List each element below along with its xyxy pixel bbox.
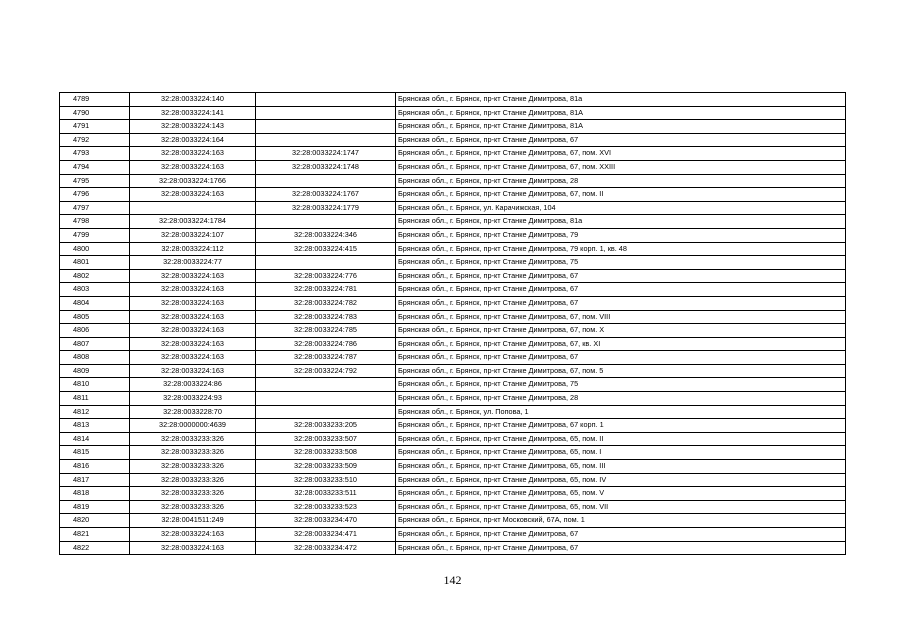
- address-cell: Брянская обл., г. Брянск, пр-кт Станке Димитрова, 75: [396, 256, 846, 270]
- cadastral-number-cell: [130, 201, 256, 215]
- room-cadastral-number-cell: 32:28:0033224:783: [256, 310, 396, 324]
- table-row: [60, 310, 846, 324]
- room-cadastral-number-cell: 32:28:0033233:508: [256, 446, 396, 460]
- row-number-cell: 4813: [60, 419, 130, 433]
- row-number-cell: 4799: [60, 228, 130, 242]
- row-number-cell: 4806: [60, 324, 130, 338]
- cadastral-number-cell: 32:28:0033224:163: [130, 324, 256, 338]
- room-cadastral-number-cell: [256, 405, 396, 419]
- page-number: 142: [443, 573, 462, 587]
- cadastral-number-cell: 32:28:0033224:112: [130, 242, 256, 256]
- table-row: [60, 296, 846, 310]
- room-cadastral-number-cell: [256, 215, 396, 229]
- room-cadastral-number-cell: 32:28:0033224:1747: [256, 147, 396, 161]
- address-cell: Брянская обл., г. Брянск, пр-кт Станке Димитрова, 79 корп. 1, кв. 48: [396, 242, 846, 256]
- table-row: [60, 215, 846, 229]
- address-cell: Брянская обл., г. Брянск, пр-кт Станке Димитрова, 65, пом. IV: [396, 473, 846, 487]
- room-cadastral-number-cell: 32:28:0033224:787: [256, 351, 396, 365]
- cadastral-number-cell: 32:28:0033224:77: [130, 256, 256, 270]
- table-row: [60, 120, 846, 134]
- cadastral-number-cell: 32:28:0033224:163: [130, 337, 256, 351]
- table-row: [60, 487, 846, 501]
- room-cadastral-number-cell: 32:28:0033224:1767: [256, 188, 396, 202]
- row-number-cell: 4822: [60, 541, 130, 555]
- address-cell: Брянская обл., г. Брянск, пр-кт Станке Димитрова, 67, пом. VIII: [396, 310, 846, 324]
- cadastral-number-cell: 32:28:0033233:326: [130, 500, 256, 514]
- room-cadastral-number-cell: [256, 93, 396, 107]
- address-cell: Брянская обл., г. Брянск, пр-кт Станке Димитрова, 67: [396, 296, 846, 310]
- room-cadastral-number-cell: 32:28:0033224:1779: [256, 201, 396, 215]
- table-row: [60, 269, 846, 283]
- cadastral-number-cell: 32:28:0033224:140: [130, 93, 256, 107]
- table-row: [60, 446, 846, 460]
- table-row: [60, 324, 846, 338]
- cadastral-number-cell: 32:28:0033224:163: [130, 283, 256, 297]
- cadastral-number-cell: 32:28:0033224:1784: [130, 215, 256, 229]
- table-row: [60, 473, 846, 487]
- row-number-cell: 4796: [60, 188, 130, 202]
- room-cadastral-number-cell: 32:28:0033233:510: [256, 473, 396, 487]
- cadastral-number-cell: 32:28:0033224:163: [130, 188, 256, 202]
- table-row: [60, 256, 846, 270]
- address-cell: Брянская обл., г. Брянск, пр-кт Станке Димитрова, 28: [396, 392, 846, 406]
- room-cadastral-number-cell: 32:28:0033224:785: [256, 324, 396, 338]
- cadastral-number-cell: 32:28:0033224:163: [130, 147, 256, 161]
- address-cell: Брянская обл., г. Брянск, пр-кт Станке Димитрова, 67, пом. 5: [396, 364, 846, 378]
- row-number-cell: 4809: [60, 364, 130, 378]
- table-row: [60, 228, 846, 242]
- cadastral-number-cell: 32:28:0033233:326: [130, 487, 256, 501]
- registry-table: [59, 92, 846, 555]
- cadastral-number-cell: 32:28:0033224:164: [130, 133, 256, 147]
- row-number-cell: 4818: [60, 487, 130, 501]
- cadastral-number-cell: 32:28:0033228:70: [130, 405, 256, 419]
- address-cell: Брянская обл., г. Брянск, пр-кт Московский, 67А, пом. 1: [396, 514, 846, 528]
- row-number-cell: 4804: [60, 296, 130, 310]
- row-number-cell: 4797: [60, 201, 130, 215]
- address-cell: Брянская обл., г. Брянск, пр-кт Станке Димитрова, 65, пом. III: [396, 460, 846, 474]
- cadastral-number-cell: 32:28:0033224:1766: [130, 174, 256, 188]
- row-number-cell: 4802: [60, 269, 130, 283]
- room-cadastral-number-cell: 32:28:0033234:471: [256, 528, 396, 542]
- registry-table-body: [60, 93, 846, 555]
- table-row: [60, 514, 846, 528]
- room-cadastral-number-cell: [256, 174, 396, 188]
- table-row: [60, 337, 846, 351]
- row-number-cell: 4808: [60, 351, 130, 365]
- row-number-cell: 4816: [60, 460, 130, 474]
- address-cell: Брянская обл., г. Брянск, пр-кт Станке Димитрова, 75: [396, 378, 846, 392]
- room-cadastral-number-cell: 32:28:0033224:346: [256, 228, 396, 242]
- row-number-cell: 4798: [60, 215, 130, 229]
- row-number-cell: 4814: [60, 432, 130, 446]
- cadastral-number-cell: 32:28:0033233:326: [130, 432, 256, 446]
- row-number-cell: 4789: [60, 93, 130, 107]
- table-row: [60, 188, 846, 202]
- table-row: [60, 378, 846, 392]
- row-number-cell: 4807: [60, 337, 130, 351]
- room-cadastral-number-cell: 32:28:0033224:792: [256, 364, 396, 378]
- table-row: [60, 106, 846, 120]
- cadastral-number-cell: 32:28:0033224:93: [130, 392, 256, 406]
- address-cell: Брянская обл., г. Брянск, пр-кт Станке Димитрова, 81А: [396, 120, 846, 134]
- cadastral-number-cell: 32:28:0033224:141: [130, 106, 256, 120]
- room-cadastral-number-cell: 32:28:0033224:786: [256, 337, 396, 351]
- address-cell: Брянская обл., г. Брянск, пр-кт Станке Димитрова, 67: [396, 351, 846, 365]
- address-cell: Брянская обл., г. Брянск, пр-кт Станке Димитрова, 79: [396, 228, 846, 242]
- address-cell: Брянская обл., г. Брянск, пр-кт Станке Димитрова, 65, пом. II: [396, 432, 846, 446]
- cadastral-number-cell: 32:28:0033233:326: [130, 460, 256, 474]
- cadastral-number-cell: 32:28:0033224:143: [130, 120, 256, 134]
- row-number-cell: 4803: [60, 283, 130, 297]
- address-cell: Брянская обл., г. Брянск, ул. Попова, 1: [396, 405, 846, 419]
- address-cell: Брянская обл., г. Брянск, пр-кт Станке Димитрова, 28: [396, 174, 846, 188]
- room-cadastral-number-cell: [256, 392, 396, 406]
- address-cell: Брянская обл., г. Брянск, пр-кт Станке Димитрова, 65, пом. I: [396, 446, 846, 460]
- row-number-cell: 4821: [60, 528, 130, 542]
- address-cell: Брянская обл., г. Брянск, пр-кт Станке Димитрова, 67: [396, 283, 846, 297]
- room-cadastral-number-cell: 32:28:0033234:472: [256, 541, 396, 555]
- address-cell: Брянская обл., г. Брянск, пр-кт Станке Димитрова, 67, пом. II: [396, 188, 846, 202]
- room-cadastral-number-cell: [256, 120, 396, 134]
- table-row: [60, 283, 846, 297]
- table-row: [60, 147, 846, 161]
- room-cadastral-number-cell: 32:28:0033233:205: [256, 419, 396, 433]
- cadastral-number-cell: 32:28:0033224:107: [130, 228, 256, 242]
- cadastral-number-cell: 32:28:0000000:4639: [130, 419, 256, 433]
- cadastral-number-cell: 32:28:0033233:326: [130, 473, 256, 487]
- table-row: [60, 528, 846, 542]
- room-cadastral-number-cell: [256, 378, 396, 392]
- table-row: [60, 242, 846, 256]
- address-cell: Брянская обл., г. Брянск, пр-кт Станке Димитрова, 81А: [396, 106, 846, 120]
- row-number-cell: 4819: [60, 500, 130, 514]
- address-cell: Брянская обл., г. Брянск, пр-кт Станке Димитрова, 67: [396, 133, 846, 147]
- cadastral-number-cell: 32:28:0033224:163: [130, 269, 256, 283]
- room-cadastral-number-cell: 32:28:0033233:511: [256, 487, 396, 501]
- row-number-cell: 4801: [60, 256, 130, 270]
- address-cell: Брянская обл., г. Брянск, пр-кт Станке Димитрова, 65, пом. VII: [396, 500, 846, 514]
- table-row: [60, 93, 846, 107]
- room-cadastral-number-cell: 32:28:0033233:507: [256, 432, 396, 446]
- cadastral-number-cell: 32:28:0033224:163: [130, 296, 256, 310]
- room-cadastral-number-cell: [256, 256, 396, 270]
- row-number-cell: 4820: [60, 514, 130, 528]
- table-row: [60, 201, 846, 215]
- table-row: [60, 160, 846, 174]
- table-row: [60, 174, 846, 188]
- cadastral-number-cell: 32:28:0033224:86: [130, 378, 256, 392]
- row-number-cell: 4794: [60, 160, 130, 174]
- address-cell: Брянская обл., г. Брянск, пр-кт Станке Димитрова, 81а: [396, 215, 846, 229]
- row-number-cell: 4795: [60, 174, 130, 188]
- cadastral-number-cell: 32:28:0033224:163: [130, 541, 256, 555]
- table-row: [60, 364, 846, 378]
- row-number-cell: 4790: [60, 106, 130, 120]
- address-cell: Брянская обл., г. Брянск, пр-кт Станке Димитрова, 67: [396, 541, 846, 555]
- row-number-cell: 4792: [60, 133, 130, 147]
- address-cell: Брянская обл., г. Брянск, пр-кт Станке Димитрова, 67, пом. XVI: [396, 147, 846, 161]
- address-cell: Брянская обл., г. Брянск, пр-кт Станке Димитрова, 81а: [396, 93, 846, 107]
- row-number-cell: 4811: [60, 392, 130, 406]
- address-cell: Брянская обл., г. Брянск, пр-кт Станке Димитрова, 67, пом. X: [396, 324, 846, 338]
- address-cell: Брянская обл., г. Брянск, пр-кт Станке Димитрова, 67: [396, 528, 846, 542]
- table-row: [60, 432, 846, 446]
- room-cadastral-number-cell: 32:28:0033224:1748: [256, 160, 396, 174]
- room-cadastral-number-cell: 32:28:0033234:470: [256, 514, 396, 528]
- room-cadastral-number-cell: [256, 106, 396, 120]
- address-cell: Брянская обл., г. Брянск, пр-кт Станке Димитрова, 67 корп. 1: [396, 419, 846, 433]
- row-number-cell: 4812: [60, 405, 130, 419]
- cadastral-number-cell: 32:28:0033224:163: [130, 364, 256, 378]
- address-cell: Брянская обл., г. Брянск, пр-кт Станке Димитрова, 67, кв. XI: [396, 337, 846, 351]
- table-row: [60, 460, 846, 474]
- row-number-cell: 4793: [60, 147, 130, 161]
- table-row: [60, 392, 846, 406]
- table-row: [60, 405, 846, 419]
- room-cadastral-number-cell: [256, 133, 396, 147]
- table-row: [60, 133, 846, 147]
- room-cadastral-number-cell: 32:28:0033224:415: [256, 242, 396, 256]
- room-cadastral-number-cell: 32:28:0033224:776: [256, 269, 396, 283]
- address-cell: Брянская обл., г. Брянск, пр-кт Станке Димитрова, 67, пом. XXIII: [396, 160, 846, 174]
- cadastral-number-cell: 32:28:0041511:249: [130, 514, 256, 528]
- address-cell: Брянская обл., г. Брянск, пр-кт Станке Димитрова, 67: [396, 269, 846, 283]
- cadastral-number-cell: 32:28:0033224:163: [130, 310, 256, 324]
- address-cell: Брянская обл., г. Брянск, пр-кт Станке Димитрова, 65, пом. V: [396, 487, 846, 501]
- table-row: [60, 351, 846, 365]
- room-cadastral-number-cell: 32:28:0033224:782: [256, 296, 396, 310]
- table-row: [60, 500, 846, 514]
- table-row: [60, 419, 846, 433]
- cadastral-number-cell: 32:28:0033224:163: [130, 528, 256, 542]
- room-cadastral-number-cell: 32:28:0033233:509: [256, 460, 396, 474]
- row-number-cell: 4817: [60, 473, 130, 487]
- row-number-cell: 4791: [60, 120, 130, 134]
- cadastral-number-cell: 32:28:0033224:163: [130, 351, 256, 365]
- row-number-cell: 4815: [60, 446, 130, 460]
- cadastral-number-cell: 32:28:0033233:326: [130, 446, 256, 460]
- row-number-cell: 4805: [60, 310, 130, 324]
- table-row: [60, 541, 846, 555]
- address-cell: Брянская обл., г. Брянск, ул. Карачижская, 104: [396, 201, 846, 215]
- cadastral-number-cell: 32:28:0033224:163: [130, 160, 256, 174]
- room-cadastral-number-cell: 32:28:0033224:781: [256, 283, 396, 297]
- room-cadastral-number-cell: 32:28:0033233:523: [256, 500, 396, 514]
- row-number-cell: 4800: [60, 242, 130, 256]
- row-number-cell: 4810: [60, 378, 130, 392]
